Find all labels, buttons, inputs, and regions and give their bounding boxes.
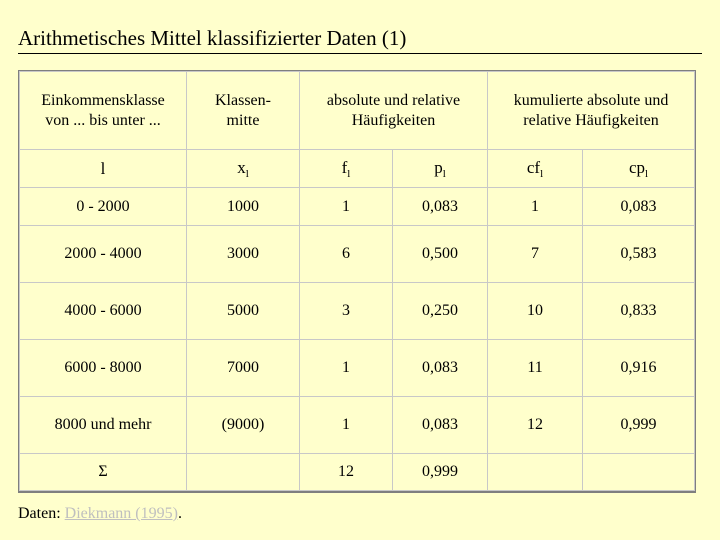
source-prefix: Daten: xyxy=(18,505,61,522)
symbol-subscript: l xyxy=(245,167,249,180)
cell-cp: 0,833 xyxy=(583,283,695,340)
cell-p: 0,250 xyxy=(393,283,488,340)
cell-cf: 11 xyxy=(488,340,583,397)
symbol-subscript: l xyxy=(645,167,649,180)
cell-mitte: 1000 xyxy=(187,188,300,226)
sum-p: 0,999 xyxy=(393,454,488,491)
header-line: relative Häufigkeiten xyxy=(523,111,659,129)
cell-p: 0,083 xyxy=(393,397,488,454)
cell-f: 1 xyxy=(300,397,393,454)
source-suffix: . xyxy=(177,505,182,522)
sum-empty xyxy=(583,454,695,491)
cell-f: 1 xyxy=(300,188,393,226)
cell-mitte: 7000 xyxy=(187,340,300,397)
symbol-text: p xyxy=(434,157,443,177)
sum-symbol: Σ xyxy=(20,454,187,491)
cell-f: 1 xyxy=(300,340,393,397)
symbol-x xyxy=(187,150,300,188)
header-line: kumulierte absolute und xyxy=(513,91,669,109)
cell-mitte: 5000 xyxy=(187,283,300,340)
cell-cf: 7 xyxy=(488,226,583,283)
cell-cp: 0,083 xyxy=(583,188,695,226)
cell-cp: 0,583 xyxy=(583,226,695,283)
cell-klasse: 6000 - 8000 xyxy=(20,340,187,397)
table-row xyxy=(20,226,695,283)
header-line: mitte xyxy=(226,111,260,129)
frequency-table xyxy=(19,71,695,491)
header-line: Klassen- xyxy=(215,91,271,109)
symbol-subscript: l xyxy=(347,167,351,180)
cell-cf: 10 xyxy=(488,283,583,340)
source-note xyxy=(18,505,182,523)
cell-cf: 1 xyxy=(488,188,583,226)
cell-f: 6 xyxy=(300,226,393,283)
symbol-text: l xyxy=(100,158,106,178)
symbol-text: cp xyxy=(628,157,646,177)
sum-f: 12 xyxy=(300,454,393,491)
symbol-p xyxy=(393,150,488,188)
header-kumulierte xyxy=(488,72,695,150)
symbol-row xyxy=(20,150,695,188)
cell-cp: 0,916 xyxy=(583,340,695,397)
symbol-f xyxy=(300,150,393,188)
title-divider xyxy=(18,53,702,54)
cell-klasse: 8000 und mehr xyxy=(20,397,187,454)
source-link[interactable]: Diekmann (1995) xyxy=(64,505,178,522)
sum-empty xyxy=(488,454,583,491)
header-line: absolute und relative xyxy=(326,91,461,109)
table-row xyxy=(20,188,695,226)
table-row xyxy=(20,397,695,454)
frequency-table-frame xyxy=(18,70,696,493)
sum-row xyxy=(20,454,695,491)
cell-mitte: (9000) xyxy=(187,397,300,454)
table-row xyxy=(20,340,695,397)
cell-mitte: 3000 xyxy=(187,226,300,283)
symbol-cp xyxy=(583,150,695,188)
header-row xyxy=(20,72,695,150)
symbol-l xyxy=(20,150,187,188)
table-row xyxy=(20,283,695,340)
sum-empty xyxy=(187,454,300,491)
header-haeufigkeiten xyxy=(300,72,488,150)
header-line: von ... bis unter ... xyxy=(45,111,161,129)
page-title: Arithmetisches Mittel klassifizierter Daten (1) xyxy=(18,26,407,50)
header-einkommensklasse xyxy=(20,72,187,150)
symbol-cf xyxy=(488,150,583,188)
symbol-text: f xyxy=(341,157,348,177)
cell-p: 0,083 xyxy=(393,340,488,397)
header-line: Häufigkeiten xyxy=(351,111,436,129)
header-klassenmitte xyxy=(187,72,300,150)
cell-p: 0,500 xyxy=(393,226,488,283)
cell-klasse: 4000 - 6000 xyxy=(20,283,187,340)
cell-cp: 0,999 xyxy=(583,397,695,454)
cell-klasse: 0 - 2000 xyxy=(20,188,187,226)
cell-f: 3 xyxy=(300,283,393,340)
cell-p: 0,083 xyxy=(393,188,488,226)
header-line: Einkommensklasse xyxy=(41,91,165,109)
cell-cf: 12 xyxy=(488,397,583,454)
cell-klasse: 2000 - 4000 xyxy=(20,226,187,283)
symbol-subscript: l xyxy=(540,167,544,180)
symbol-text: x xyxy=(237,157,246,177)
symbol-text: cf xyxy=(526,157,541,177)
symbol-subscript: l xyxy=(442,167,446,180)
